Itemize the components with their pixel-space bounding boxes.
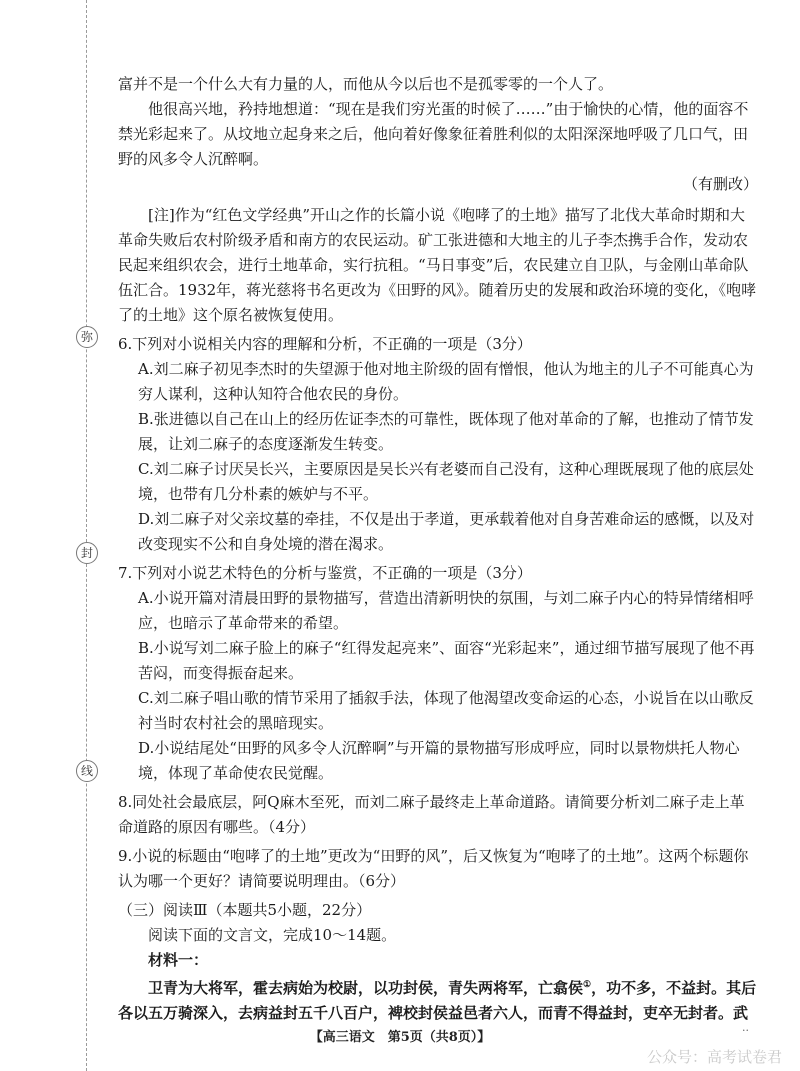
story-paragraph-2: 他很高兴地，矜持地想道：“现在是我们穷光蛋的时候了……”由于愉快的心情，他的面容不禁光彩起来了。从坟地立起身来之后，他向着好像象征着胜利似的太阳深深地呼吸了几口气，田野的风多令人沉醉啊。 [118,100,749,168]
classical-text-part-2: ，功不多，不益封。其后各以五万骑深入，去病益封五千八百户，裨校封侯益邑者六人，而青不得益封，吏卒无封者。武 [118,979,757,1022]
footnote-mark: ① [583,980,592,990]
question-7-option-a: A.小说开篇对清晨田野的景物描写，营造出清新明快的氛围，与刘二麻子内心的特异情绪相呼应，也暗示了革命带来的希望。 [138,589,754,632]
question-7-option-d: D.小说结尾处“田野的风多令人沉醉啊”与开篇的景物描写形成呼应，同时以景物烘托人物心境，体现了革命使农民觉醒。 [138,739,740,782]
question-6-stem: 6.下列对小说相关内容的理解和分析，不正确的一项是（3分） [118,335,532,353]
seal-char-mi: 弥 [76,326,98,348]
question-6-option-a: A.刘二麻子初见李杰时的失望源于他对地主阶级的固有憎恨，他认为地主的儿子不可能真心为穷人谋利，这种认知符合他农民的身份。 [138,360,754,403]
classical-text-part-1: 卫青为大将军，霍去病始为校尉，以功封侯，青失两将军，亡翕侯 [148,979,584,997]
question-6-option-c: C.刘二麻子讨厌吴长兴，主要原因是吴长兴有老婆而自己没有，这种心理既展现了他的底层处境，也带有几分朴素的嫉妒与不平。 [138,460,754,503]
page-content [118,72,758,1026]
question-7 [118,561,758,786]
footer-mark: ·· [742,1024,749,1037]
question-8: 8.同处社会最底层，阿Q麻木至死，而刘二麻子最终走上革命道路。请简要分析刘二麻子走上革命道路的原因有哪些。（4分） [118,793,745,836]
seal-char-xian: 线 [76,760,98,782]
source-note: （有删改） [682,175,758,193]
section-3-instruction: 阅读下面的文言文，完成10～14题。 [148,926,397,944]
question-7-stem: 7.下列对小说艺术特色的分析与鉴赏，不正确的一项是（3分） [118,564,532,582]
question-6-option-d: D.刘二麻子对父亲坟墓的牵挂，不仅是出于孝道，更承载着他对自身苦难命运的感慨，以及对改变现实不公和自身处境的潜在渴求。 [138,510,755,553]
seal-char-feng: 封 [76,542,98,564]
material-1-label: 材料一： [148,951,209,969]
section-3-heading: （三）阅读Ⅲ（本题共5小题，22分） [118,901,372,919]
page-footer: 【高三语文 第5页（共8页）】 [309,1030,491,1045]
annotation-paragraph: [注]作为“红色文学经典”开山之作的长篇小说《咆哮了的土地》描写了北伐大革命时期和大革命失败后农村阶级矛盾和南方的农民运动。矿工张进德和大地主的儿子李杰携手合作，发动农民起来组织农会，进行土地革命，实行抗租。“马日事变”后，农民建立自卫队，与金刚山革命队伍汇合。1932年，蒋光慈将书名更改为《田野的风》。随着历史的发展和政治环境的变化，《咆哮了的土地》这个原名被恢复使用。 [118,206,757,324]
story-paragraph-1: 富并不是一个什么大有力量的人，而他从今以后也不是孤零零的一个人了。 [118,75,614,93]
question-9: 9.小说的标题由“咆哮了的土地”更改为“田野的风”，后又恢复为“咆哮了的土地”。这两个标题你认为哪一个更好？请简要说明理由。（6分） [118,847,749,890]
question-6 [118,332,758,557]
question-6-option-b: B.张进德以自己在山上的经历佐证李杰的可靠性，既体现了他对革命的了解，也推动了情节发展，让刘二麻子的态度逐渐发生转变。 [138,410,754,453]
question-7-option-c: C.刘二麻子唱山歌的情节采用了插叙手法，体现了他渴望改变命运的心态，小说旨在以山歌反衬当时农村社会的黑暗现实。 [138,689,754,732]
watermark: 公众号：高考试卷君 [646,1048,782,1066]
classical-text [118,973,758,1026]
binding-margin-line [86,0,87,1071]
question-7-option-b: B.小说写刘二麻子脸上的麻子“红得发起亮来”、面容“光彩起来”，通过细节描写展现了他不再苦闷，而变得振奋起来。 [138,639,755,682]
